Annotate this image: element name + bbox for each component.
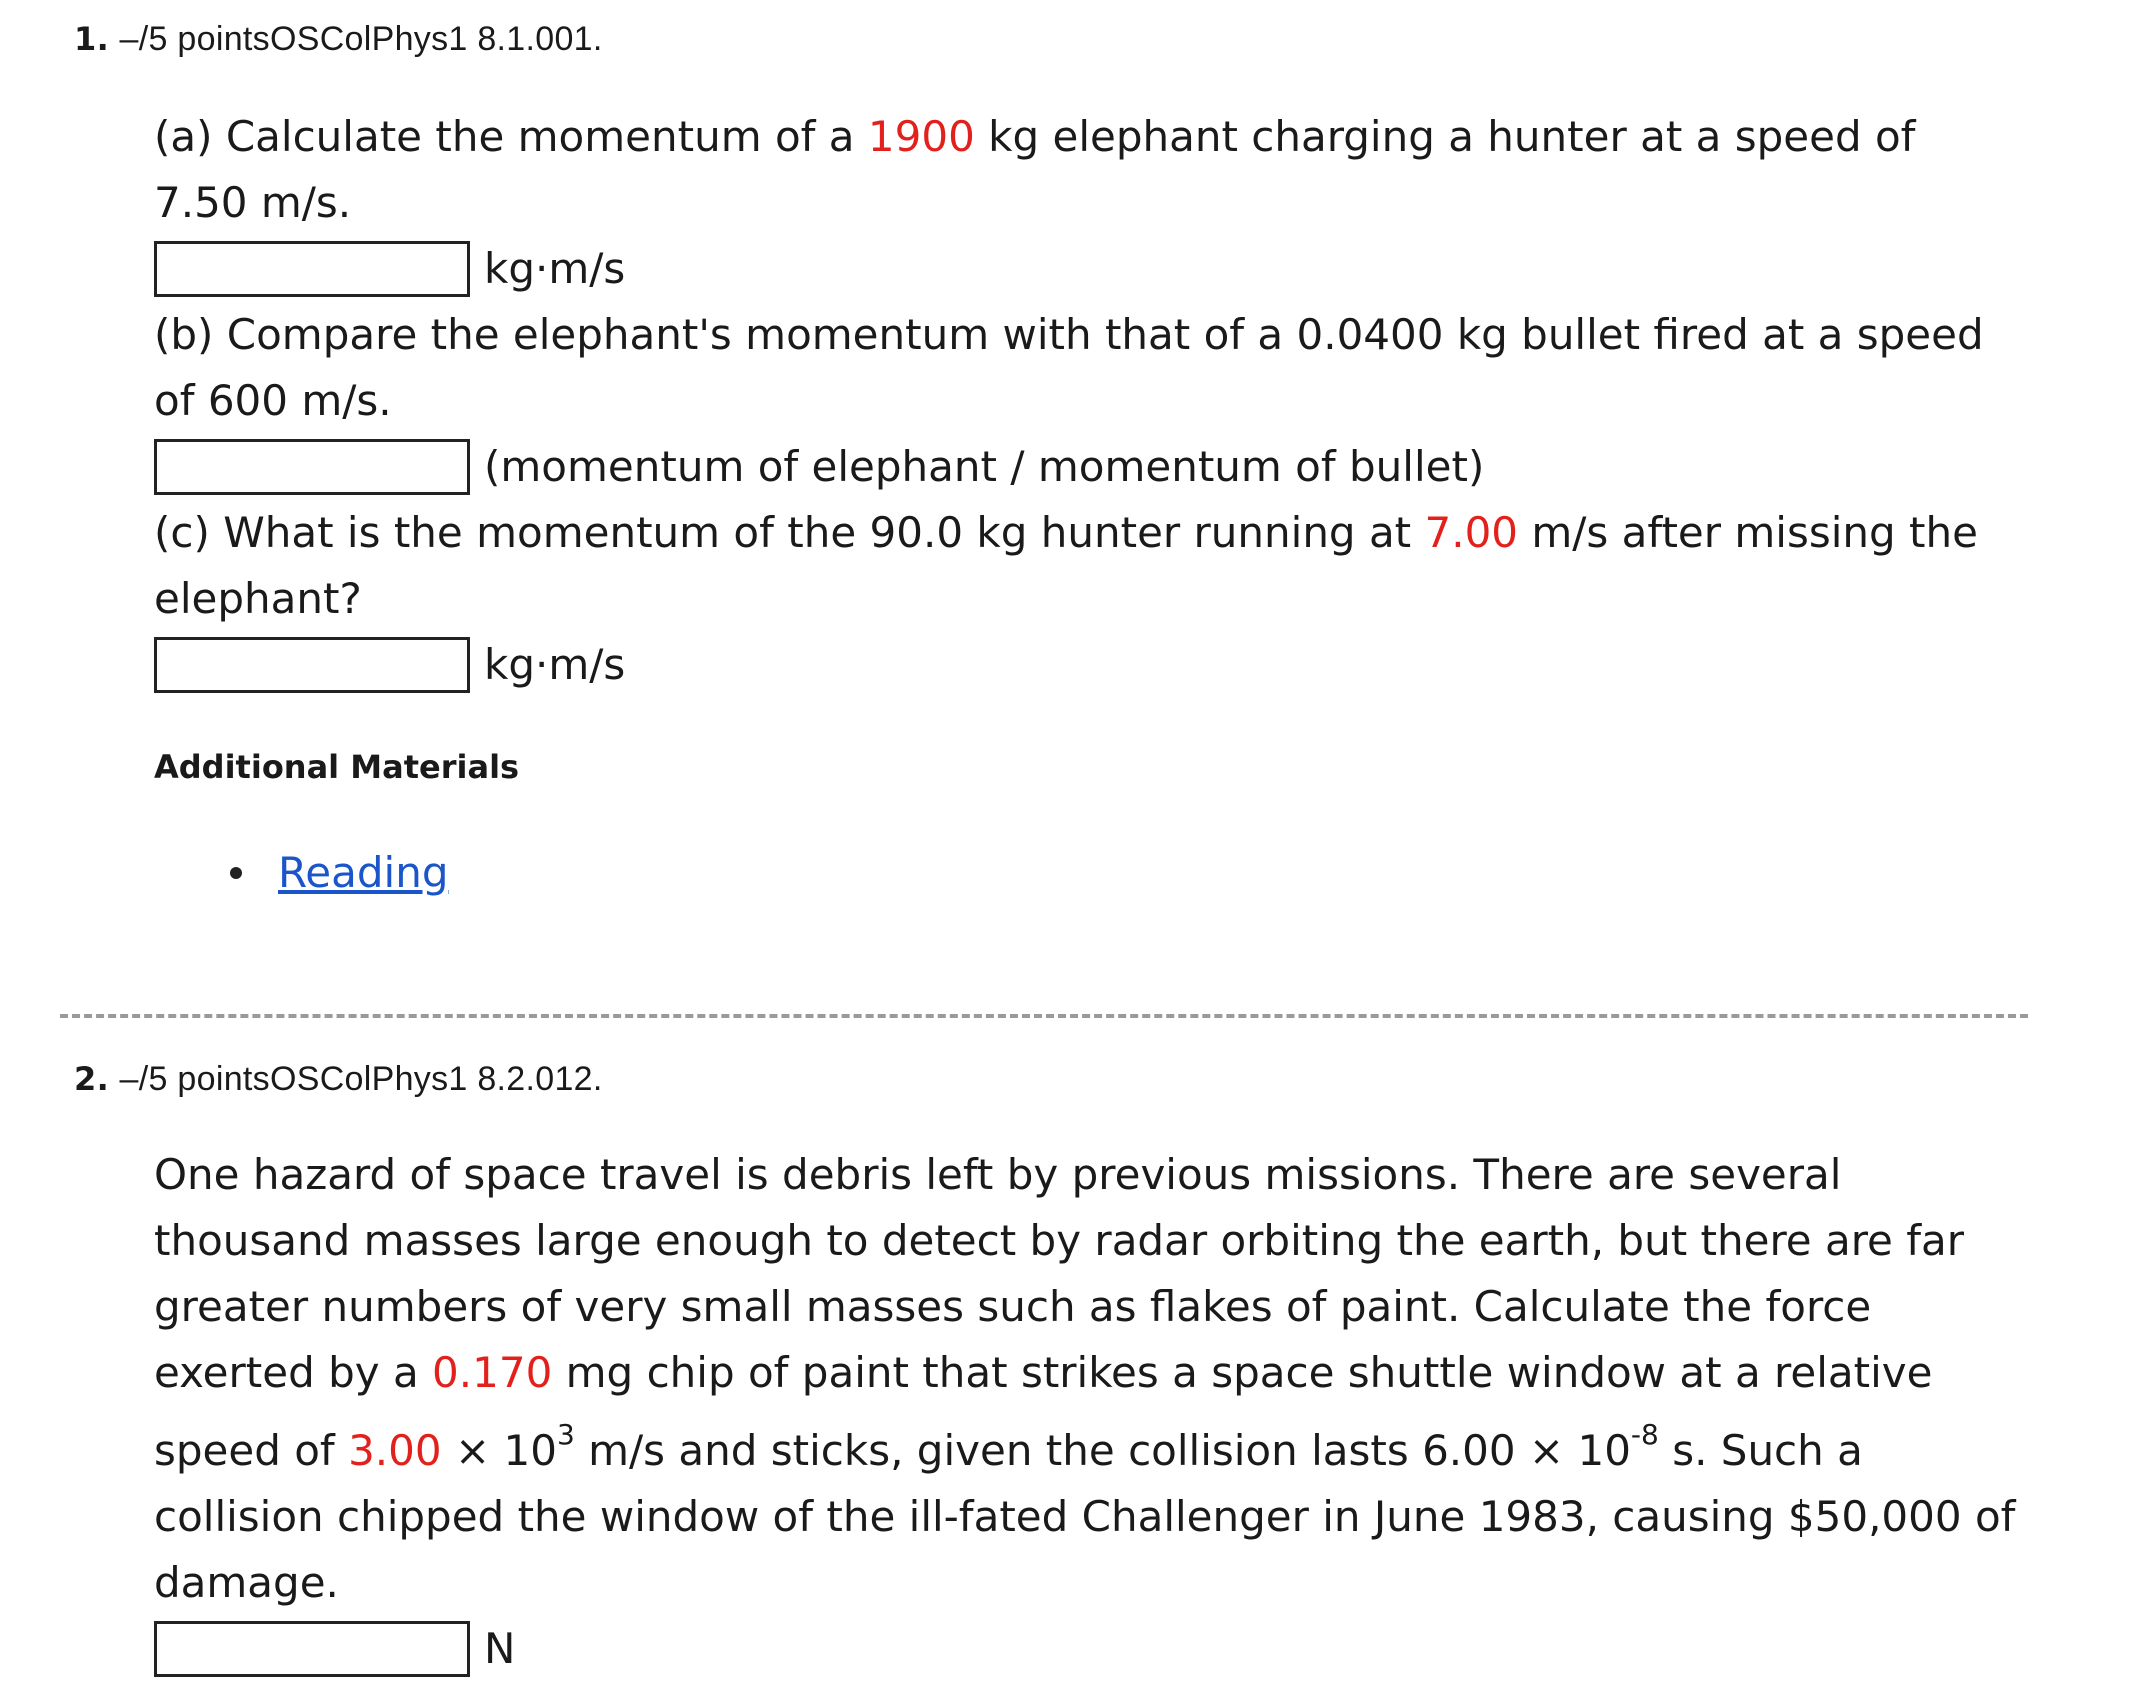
q2-line-3: greater numbers of very small masses such as flakes of paint. Calculate the force <box>154 1282 1872 1331</box>
q1a-line-1 <box>154 104 2044 170</box>
q1-source: OSColPhys1 8.1.001. <box>269 20 603 58</box>
additional-materials-list <box>230 848 448 897</box>
q1c-line-2: elephant? <box>154 574 362 623</box>
q1c-line-1 <box>154 500 2044 566</box>
q2-line-6: collision chipped the window of the ill-fated Challenger in June 1983, causing $50,000 of <box>154 1492 2016 1541</box>
q1c-answer-row <box>154 632 2044 698</box>
q1a-mass-value: 1900 <box>867 112 975 161</box>
q2-answer-row <box>154 1616 2044 1682</box>
list-item <box>230 848 448 897</box>
q1-body <box>154 104 2044 698</box>
q1-points: –/5 points <box>119 20 270 58</box>
q2-text: exerted by a <box>154 1348 433 1397</box>
q1b-line-1: (b) Compare the elephant's momentum with that of a 0.0400 kg bullet fired at a speed <box>154 310 1984 359</box>
q2-line-1: One hazard of space travel is debris left by previous missions. There are several <box>154 1150 1842 1199</box>
q2-points: –/5 points <box>119 1060 270 1098</box>
q1a-line-2: 7.50 m/s. <box>154 178 352 227</box>
q1c-unit: kg·m/s <box>484 640 626 689</box>
q2-text-3: speed of <box>154 1426 349 1475</box>
q2-number: 2. <box>74 1060 110 1098</box>
reading-link[interactable]: Reading <box>278 848 449 897</box>
q1b-answer-row <box>154 434 2044 500</box>
q2-line-2: thousand masses large enough to detect by radar orbiting the earth, but there are far <box>154 1216 1965 1265</box>
q1a-answer-input[interactable] <box>154 241 470 297</box>
q1a-unit: kg·m/s <box>484 244 626 293</box>
q1-header <box>74 20 603 59</box>
q2-unit: N <box>484 1624 516 1673</box>
q2-speed-value: 3.00 <box>348 1426 442 1475</box>
q1b-line-2: of 600 m/s. <box>154 376 392 425</box>
q1c-text-2: m/s after missing the <box>1518 508 1978 557</box>
q2-text-4: m/s and sticks, given the collision lasts 6.00 × 10 <box>574 1426 1631 1475</box>
q1c-answer-input[interactable] <box>154 637 470 693</box>
q1a-answer-row <box>154 236 2044 302</box>
question-divider <box>60 1014 2028 1018</box>
q2-line-7: damage. <box>154 1558 339 1607</box>
q2-line-4 <box>154 1340 2044 1406</box>
q1b-answer-input[interactable] <box>154 439 470 495</box>
q1c-text: (c) What is the momentum of the 90.0 kg hunter running at <box>154 508 1425 557</box>
q1a-text: (a) Calculate the momentum of a <box>154 112 868 161</box>
q2-text-5: s. Such a <box>1658 1426 1863 1475</box>
q2-mass-value: 0.170 <box>432 1348 553 1397</box>
q2-line-5 <box>154 1418 2044 1484</box>
q1c-speed-value: 7.00 <box>1424 508 1519 557</box>
q2-exponent-2: -8 <box>1630 1418 1659 1451</box>
q1-number: 1. <box>74 20 110 58</box>
additional-materials-heading: Additional Materials <box>154 748 520 786</box>
q2-header <box>74 1060 603 1099</box>
q1a-text-2: kg elephant charging a hunter at a speed of <box>974 112 1916 161</box>
q2-times-text: × 10 <box>441 1426 557 1475</box>
q2-exponent-1: 3 <box>556 1418 575 1451</box>
q2-text-2: mg chip of paint that strikes a space shuttle window at a relative <box>552 1348 1933 1397</box>
q2-answer-input[interactable] <box>154 1621 470 1677</box>
q1b-unit: (momentum of elephant / momentum of bullet) <box>484 442 1485 491</box>
q2-source: OSColPhys1 8.2.012. <box>269 1060 603 1098</box>
bullet-icon <box>230 867 242 879</box>
q2-body <box>154 1142 2044 1682</box>
